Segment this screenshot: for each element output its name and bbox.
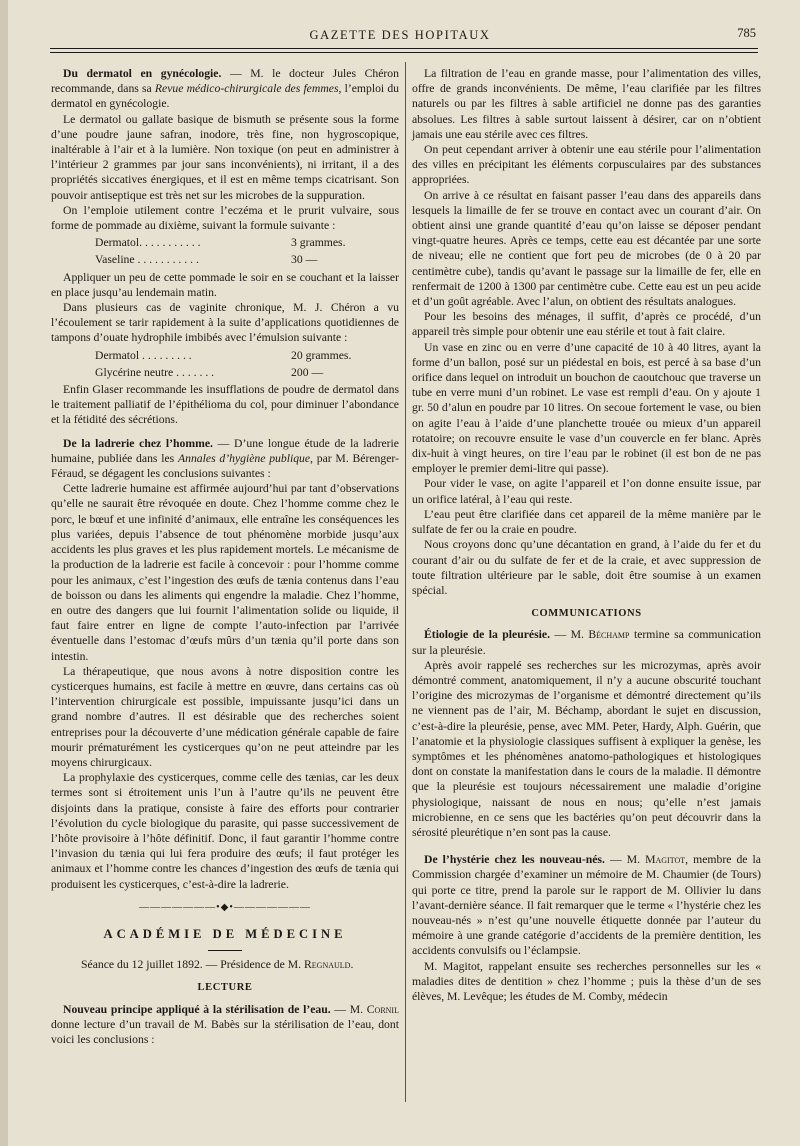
paragraph: On l’emploie utilement contre l’eczéma et le prurit vulvaire, sous forme de pommade au dixième, suivant la formule suivante : — [51, 203, 399, 233]
article-ladrerie: De la ladrerie chez l’homme. — D’une longue étude de la ladrerie humaine, publiée dans les Annales d’hygiène publique, par M. Bérenger-Féraud, se dégagent les conclusions suivantes : — [51, 436, 399, 481]
paragraph: M. Magitot, rappelant ensuite ses recherches personnelles sur les « maladies dites de dentition » chez l’homme ; puis la thèse d’un de ses élèves, M. Levêque; les études de M. Comby, médecin — [412, 959, 761, 1003]
right-column — [412, 66, 761, 1004]
formula-line: Vaseline . . . . . . . . . . . 30 — — [95, 253, 318, 267]
paragraph: Nous croyons donc qu’une décantation en grand, à l’aide du fer et du courant d’air ou du sulfate de fer et de la craie, et avec suppression de toute filtration ultérieure par le sable, doit être soumise à un examen spécial. — [412, 538, 761, 597]
paragraph: Pour vider le vase, on agite l’appareil et l’on donne ensuite issue, par un orifice latéral, à l’eau qui reste. — [412, 477, 761, 506]
formula-line: Glycérine neutre . . . . . . . 200 — — [95, 365, 324, 379]
paragraph: Après avoir rappelé ses recherches sur les microzymas, après avoir démontré comment, anatomiquement, il n’y a aucune obscurité touchant l’origine des microzymas de l’organisme et démontré directement qu’ils ne viennent pas de l’air, M. Béchamp, abordant le sujet en discussion, c’est-à-dire la pleurésie, pense, avec MM. Peter, Hardy, Alph. Guérin, que l’anatomie et la physiologie classiques suffisent à expliquer la genèse, les symptômes et les phénomènes anatomo-pathologiques et histologiques dont on constate la manifestation dans le cours de la maladie. Il démontre que la pleurésie est toujours nécessairement une maladie d’origine physiologique, naissant de nous en nous; qu’elle n’est jamais microbienne, en ce sens que les bactéries qu’on peut découvrir dans la sérosité pleurétique n’en sont pas la cause. — [412, 658, 761, 839]
left-column — [51, 66, 399, 1047]
paragraph: Dans plusieurs cas de vaginite chronique, M. J. Chéron a vu l’écoulement se tarir rapidement à la suite d’applications quotidiennes de tampons d’ouate hydrophile imbibés avec l’émulsion suivante : — [51, 301, 399, 345]
header-rule-top — [50, 48, 758, 49]
author-name: Cornil — [366, 1002, 399, 1016]
article-title: Nouveau principe appliqué à la stérilisation de l’eau. — [63, 1002, 331, 1016]
journal-name: Revue médico-chirurgicale des femmes — [154, 82, 339, 96]
paragraph: Le dermatol ou gallate basique de bismuth se présente sous la forme d’une poudre jaune safran, inodore, très fine, non hygroscopique, inaltérable à l’air et à la lumière. Non toxique (on peut en administrer à l’intérieur 2 grammes par jour sans inconvénients), ni irritant, il a des propriétés siccatives énergiques, et il est en même temps cicatrisant. Son pouvoir antiseptique est très net sur les microbes de la suppuration. — [51, 112, 399, 202]
article-sterilisation: Nouveau principe appliqué à la stérilisation de l’eau. — M. Cornil donne lecture d’un travail de M. Babès sur la stérilisation de l’eau, dont voici les conclusions : — [51, 1002, 399, 1046]
lecture-heading: LECTURE — [197, 982, 253, 994]
paragraph: Enfin Glaser recommande les insufflations de poudre de dermatol dans le traitement palliatif de l’épithélioma du col, pour diminuer l’abondance et la fétidité des sécrétions. — [51, 383, 399, 427]
author-name: Magitot — [645, 853, 686, 867]
communications-heading: COMMUNICATIONS — [531, 608, 642, 620]
article-title: Du dermatol en gynécologie. — [63, 67, 222, 80]
page-number: 785 — [737, 26, 756, 40]
article-title: De la ladrerie chez l’homme. — [63, 436, 213, 450]
author-name: Béchamp — [588, 628, 630, 642]
president-name: Regnauld — [304, 958, 351, 972]
paragraph: La prophylaxie des cysticerques, comme celle des tænias, car les deux termes sont si étroitement unis l’un à l’autre qu’ils ne peuvent être disjoints dans la pratique, consiste à faire des efforts pour contrarier l’évolution du cycle biologique du parasite, qui passe successivement de l’hôte provisoire à l’hôte définitif. Donc, il faut garantir l’homme contre l’invasion du tænia qui lui fera produire des œufs; il faut protéger les animaux et l’homme contre les chances d’ingestion des œufs de tænia qui produisent les cysticerques, c’est-à-dire la ladrerie. — [51, 771, 399, 891]
seance-line: Séance du 12 juillet 1892. — Présidence de M. Regnauld. — [81, 958, 354, 972]
paragraph: Cette ladrerie humaine est affirmée aujourd’hui par tant d’observations qu’elle ne saurait être révoquée en doute. Chez l’homme comme chez le porc, le bœuf et une infinité d’animaux, elle entraîne les conséquences les plus variées, depuis l’absence de tout phénomène morbide jusqu’aux accidents les plus graves et les plus rapidement mortels. Le mécanisme de la production de la ladrerie est facile à concevoir : pour l’homme comme pour les animaux, c’est l’ingestion des œufs de tænia contenus dans l’eau de boisson ou dans les aliments qui engendre la maladie. Chez l’homme, en outre des dangers que lui fournit l’alimentation solide ou liquide, il faut faire entrer en ligne de compte l’auto-infection par l’arrivée éventuelle dans l’estomac d’œufs mûrs d’un tænia qu’il porte dans son intestin. — [51, 482, 399, 663]
page-header — [0, 24, 800, 46]
paragraph: On peut cependant arriver à obtenir une eau stérile pour l’alimentation des villes en précipitant les éléments corpusculaires par des substances appropriées. — [412, 143, 761, 187]
column-separator — [405, 62, 406, 1102]
article-hysterie: De l’hystérie chez les nouveau-nés. — M. Magitot, membre de la Commission chargée d’examiner un mémoire de M. Chaumier (de Tours) qui porte ce titre, prend la parole sur le rapport de M. Ollivier lu dans l’avant-dernière séance. Il fait remarquer que le terme « l’hystérie chez les nouveau-nés » n’est qu’une nouvelle étiquette donnée par l’auteur du mémoire à une grande catégorie d’accidents de la première dentition, les accidents convulsifs ou l’éclampsie. — [412, 853, 761, 958]
journal-title: GAZETTE DES HOPITAUX — [309, 28, 491, 42]
article-pleuresie: Étiologie de la pleurésie. — M. Béchamp termine sa communication sur la pleurésie. — [412, 628, 761, 657]
journal-name: Annales d’hygiène publique — [177, 451, 311, 465]
formula-line: Dermatol. . . . . . . . . . . 3 grammes. — [95, 236, 346, 250]
paragraph: On arrive à ce résultat en faisant passer l’eau dans des appareils dans lesquels la limaille de fer se trouve en contact avec un courant d’air. On obtient ainsi une grande quantité d’eau qu’on laisse se déposer pendant vingt-quatre heures. Après ce temps, cette eau est décantée par une sorte de niveau; elle ne contient que fort peu de microbes (de 0 à 20 par centimètre cube), tandis qu’avant le passage sur la limaille de fer, elle en renfermait de 1200 à 1300 par centimètre cube. Cette eau est un peu acide et d’un goût agréable. Avec l’alun, on obtient des résultats analogues. — [412, 188, 761, 309]
article-title: Étiologie de la pleurésie. — [424, 628, 550, 642]
paragraph: Pour les besoins des ménages, il suffit, d’après ce procédé, d’un appareil très simple pour obtenir une eau stérile et tout à fait claire. — [412, 310, 761, 339]
paragraph: Un vase en zinc ou en verre d’une capacité de 10 à 40 litres, ayant la forme d’un ballon, posé sur un piédestal en bois, est percé à sa base d’un orifice dans lequel on introduit un bouchon de caoutchouc que traverse un tube en verre muni d’un robinet. Le vase est rempli d’eau. On y ajoute 1 gr. 50 d’alun en poudre par 10 litres. On secoue fortement le vase, ou bien on agite l’eau à l’aide d’une planchette trouée ou mieux d’un appareil rotatoire; on recouvre ensuite le vase d’un couvercle en fer blanc. Après dix-huit à vingt heures, on tire l’eau par le robinet (il est bon de ne pas employer le premier demi-litre qui passe). — [412, 340, 761, 476]
article-dermatol: Du dermatol en gynécologie. — M. le docteur Jules Chéron recommande, dans sa Revue médico-chirurgicale des femmes, l’emploi du dermatol en gynécologie. — [51, 67, 400, 111]
short-rule — [208, 950, 242, 951]
article-title: De l’hystérie chez les nouveau-nés. — [424, 853, 605, 867]
ornament-divider: ———————•◆•——————— — [139, 901, 311, 913]
section-title: ACADÉMIE DE MÉDECINE — [103, 926, 347, 941]
binding-edge — [0, 0, 8, 1146]
paragraph: La filtration de l’eau en grande masse, pour l’alimentation des villes, offre de grands inconvénients. De même, l’eau clarifiée par les filtres naturels ou par les filtres à sable artificiel ne donne pas des garanties absolues. Les filtres à sable surtout laissent à désirer, car on n’obtient jamais une eau stérile avec ces filtres. — [412, 67, 761, 141]
formula-line: Dermatol . . . . . . . . . 20 grammes. — [95, 348, 352, 362]
paragraph: L’eau peut être clarifiée dans cet appareil de la même manière par le sulfate de fer ou la craie en poudre. — [412, 507, 761, 537]
header-rule-bottom — [50, 52, 758, 53]
paragraph: Appliquer un peu de cette pommade le soir en se couchant et la laisser en place jusqu’au lendemain matin. — [51, 270, 399, 299]
paragraph: La thérapeutique, que nous avons à notre disposition contre les cysticerques humains, est facile à mettre en œuvre, dans certains cas où l’intervention chirurgicale est possible, impuissante jusqu’ici dans un grand nombre d’autres. Il est désirable que des recherches soient entreprises pour la découverte d’une médication générale capable de faire mourir prématurément les cysticerques qu’on ne peut atteindre par les moyens chirurgicaux. — [51, 664, 399, 769]
